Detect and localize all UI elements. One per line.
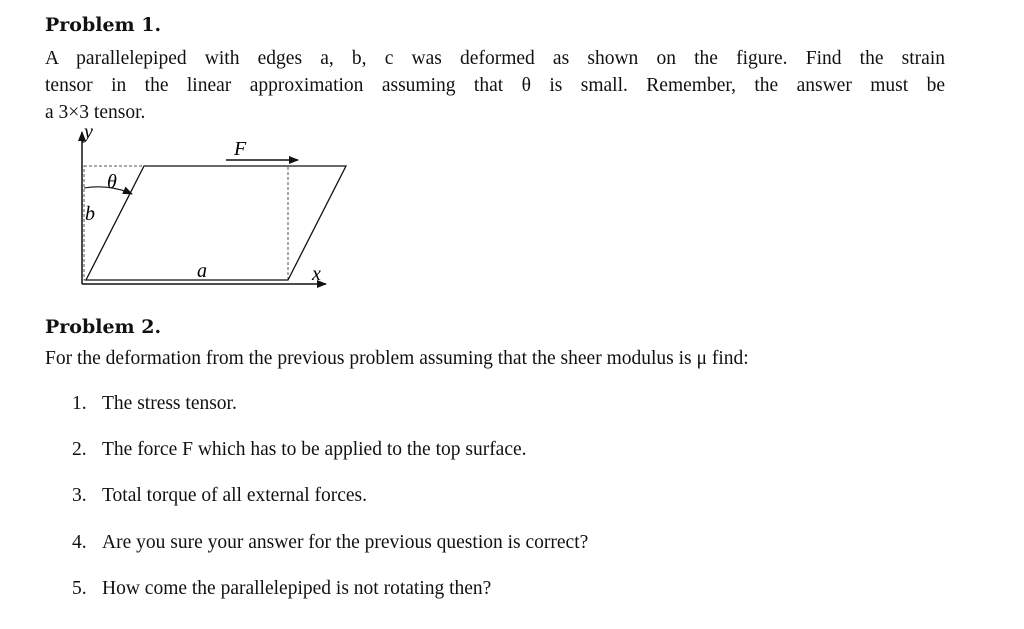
list-item <box>72 578 491 600</box>
list-item-text: The stress tensor. <box>102 393 237 414</box>
list-item <box>72 393 237 415</box>
list-item-text: Are you sure your answer for the previous question is correct? <box>102 532 589 553</box>
list-item <box>72 485 367 507</box>
angle-label: θ <box>107 171 117 193</box>
problem1-statement <box>45 45 945 126</box>
list-item-number: 4. <box>72 532 87 553</box>
deformation-figure <box>60 118 360 298</box>
problem1-line-1: A parallelepiped with edges a, b, c was deformed as shown on the figure. Find the strain <box>45 48 945 69</box>
problem1-line-2: tensor in the linear approximation assuming that θ is small. Remember, the answer must be <box>45 75 945 96</box>
problem2-title: Problem 2. <box>45 316 162 338</box>
problem1-title: Problem 1. <box>45 14 162 36</box>
list-item-number: 5. <box>72 578 87 599</box>
force-label: F <box>234 138 247 160</box>
y-axis-label: y <box>84 121 93 143</box>
height-label: b <box>85 203 95 225</box>
list-item-number: 1. <box>72 393 87 414</box>
list-item <box>72 439 527 461</box>
problem1-line-3: a 3×3 tensor. <box>45 102 146 123</box>
x-axis-label: x <box>312 263 321 285</box>
deformed-shape <box>86 166 346 280</box>
width-label: a <box>197 260 207 282</box>
list-item-text: How come the parallelepiped is not rotating then? <box>102 578 492 599</box>
list-item-number: 2. <box>72 439 87 460</box>
list-item-text: Total torque of all external forces. <box>102 485 368 506</box>
list-item-text: The force F which has to be applied to the top surface. <box>102 439 527 460</box>
problem2-intro: For the deformation from the previous problem assuming that the sheer modulus is μ find: <box>45 348 749 369</box>
list-item <box>72 532 588 554</box>
list-item-number: 3. <box>72 485 87 506</box>
